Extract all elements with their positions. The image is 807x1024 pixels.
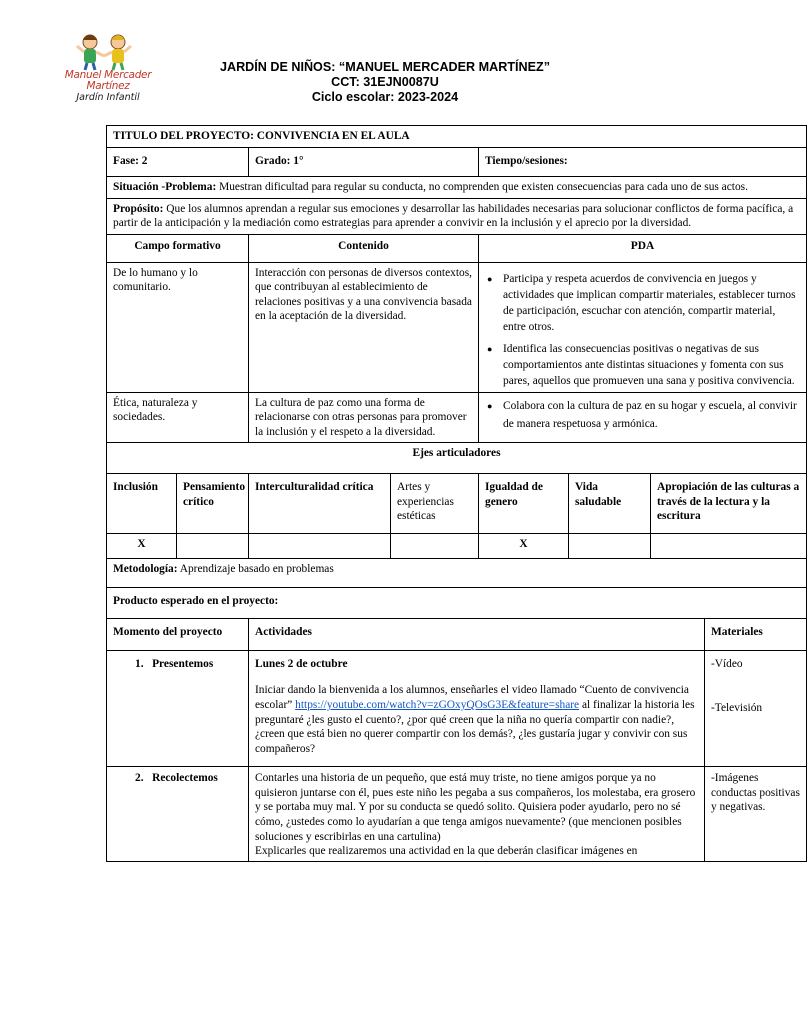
momento-cell [107, 650, 249, 767]
ejes-marks-row [107, 533, 807, 558]
pda-item: ● Identifica las consecuencias positivas o negativas de sus comportamientos ante distintas situaciones y fomenta con sus pares, aquellos que promueven una sana y positiva convivencia. [495, 341, 800, 389]
campo-header: Campo formativo [107, 234, 249, 262]
tiempo-cell: Tiempo/sesiones: [479, 147, 807, 177]
metodologia-row [107, 558, 807, 587]
project-plan-table [106, 125, 806, 862]
campo-row [107, 262, 807, 392]
momento-name: Recolectemos [152, 772, 218, 785]
contenido-cell: Interacción con personas de diversos contextos, que contribuyan al establecimiento de relaciones positivas y a una convivencia basada en la aceptación de la diversidad. [249, 262, 479, 392]
proposito-label: Propósito: [113, 202, 164, 215]
eje-header: Pensamiento crítico [177, 473, 249, 533]
proposito-text: Que los alumnos aprendan a regular sus emociones y desarrollar las habilidades necesarias para solucionar conflictos de forma pacífica, a partir de la anticipación y la mediación como estrategias para aprender a convivir en la inclusión y el aprecio por la diversidad. [113, 202, 794, 230]
pda-header: PDA [479, 234, 807, 262]
pda-cell [479, 392, 807, 443]
logo-caption [46, 70, 170, 103]
metodologia-text: Aprendizaje basado en problemas [177, 562, 334, 575]
fase-cell: Fase: 2 [107, 147, 249, 177]
eje-mark [569, 533, 651, 558]
eje-header: Vida saludable [569, 473, 651, 533]
school-year: Ciclo escolar: 2023-2024 [311, 90, 459, 104]
school-cct: CCT: 31EJN0087U [331, 75, 439, 89]
producto-cell: Producto esperado en el proyecto: [107, 587, 807, 619]
situacion-label: Situación -Problema: [113, 181, 217, 194]
title-row [107, 126, 807, 148]
logo-name: Manuel Mercader Martínez [64, 69, 152, 92]
materiales-cell [705, 650, 807, 767]
activity-row [107, 767, 807, 862]
momento-number: 1. [135, 657, 144, 670]
video-link[interactable]: https://youtube.com/watch?v=zGOxyQOsG3E&feature=share [295, 698, 580, 711]
pda-cell [479, 262, 807, 392]
situacion-row [107, 177, 807, 199]
proposito-cell [107, 198, 807, 234]
ejes-header-row [107, 473, 807, 533]
pda-item: ● Colabora con la cultura de paz en su hogar y escuela, al convivir de manera respetuosa y armónica. [495, 397, 800, 433]
proposito-row [107, 198, 807, 234]
eje-header: Apropiación de las culturas a través de la lectura y la escritura [651, 473, 807, 533]
eje-mark [249, 533, 391, 558]
momento-header: Momento del proyecto [107, 619, 249, 651]
contenido-cell: La cultura de paz como una forma de relacionarse con otras personas para promover la inclusión y el respeto a la diversidad. [249, 392, 479, 443]
logo-subtitle: Jardín Infantil [76, 92, 140, 103]
project-title: TITULO DEL PROYECTO: CONVIVENCIA EN EL AULA [107, 126, 807, 148]
materiales-cell: -Imágenes conductas positivas y negativas. [705, 767, 807, 862]
situacion-text: Muestran dificultad para regular su conducta, no comprenden que existen consecuencias para cada uno de sus actos. [216, 181, 748, 194]
activity-text: Explicarles que realizaremos una actividad en la que deberán clasificar imágenes en [255, 845, 638, 858]
materiales-header: Materiales [705, 619, 807, 651]
school-name: JARDÍN DE NIÑOS: “MANUEL MERCADER MARTÍNEZ” [219, 60, 550, 74]
actividades-header: Actividades [249, 619, 705, 651]
grado-cell: Grado: 1° [249, 147, 479, 177]
activity-date: Lunes 2 de octubre [255, 657, 348, 670]
eje-mark [177, 533, 249, 558]
activities-header-row [107, 619, 807, 651]
contenido-header: Contenido [249, 234, 479, 262]
momento-cell [107, 767, 249, 862]
document-header [160, 60, 610, 105]
situacion-cell [107, 177, 807, 199]
activity-text: al finalizar la historia les preguntaré ¿les gusto el cuento?, ¿por qué creen que la niña no quería compartir con nadie?, ¿creen que está bien no querer compartir con los demás?, ¿les gustaría jugar y convivir con sus compañeros? [255, 698, 695, 755]
pda-item: ● Participa y respeta acuerdos de convivencia en juegos y actividades que implican compartir materiales, establecer turnos de participación, escuchar con atención, compartir material, entre otros. [495, 271, 800, 335]
eje-header: Interculturalidad crítica [249, 473, 391, 533]
eje-header: Artes y experiencias estéticas [391, 473, 479, 533]
eje-header: Inclusión [107, 473, 177, 533]
campos-header-row [107, 234, 807, 262]
activity-text: Contarles una historia de un pequeño, que está muy triste, no tiene amigos porque ya no quisieron juntarse con él, pues este niño les pegaba a sus compañeros, los molestaba, era grosero y se portaba muy mal. Y por su conducta se quedó solito. Quisiera poder ayudarlo, pero no sé cómo, ¿ustedes como lo ayudarían a que tenga amigos nuevamente? (que mencionen posibles soluciones y escribirlas en una cartulina) [255, 772, 696, 843]
momento-number: 2. [135, 772, 144, 785]
producto-row [107, 587, 807, 619]
eje-header: Igualdad de genero [479, 473, 569, 533]
material-item: -Vídeo [711, 657, 743, 670]
campo-cell: De lo humano y lo comunitario. [107, 262, 249, 392]
eje-mark [651, 533, 807, 558]
activity-text: Iniciar dando la bienvenida a los alumnos, enseñarles el video llamado “Cuento de convivencia escolar” [255, 684, 689, 711]
campo-row [107, 392, 807, 443]
meta-row [107, 147, 807, 177]
eje-mark: X [107, 533, 177, 558]
campo-cell: Ética, naturaleza y sociedades. [107, 392, 249, 443]
metodologia-label: Metodología: [113, 562, 178, 575]
ejes-title: Ejes articuladores [107, 443, 807, 474]
actividades-cell [249, 767, 705, 862]
material-item: -Televisión [711, 702, 763, 715]
eje-mark [391, 533, 479, 558]
momento-name: Presentemos [152, 657, 214, 670]
activity-row [107, 650, 807, 767]
actividades-cell [249, 650, 705, 767]
eje-mark: X [479, 533, 569, 558]
metodologia-cell [107, 558, 807, 587]
ejes-title-row [107, 443, 807, 474]
